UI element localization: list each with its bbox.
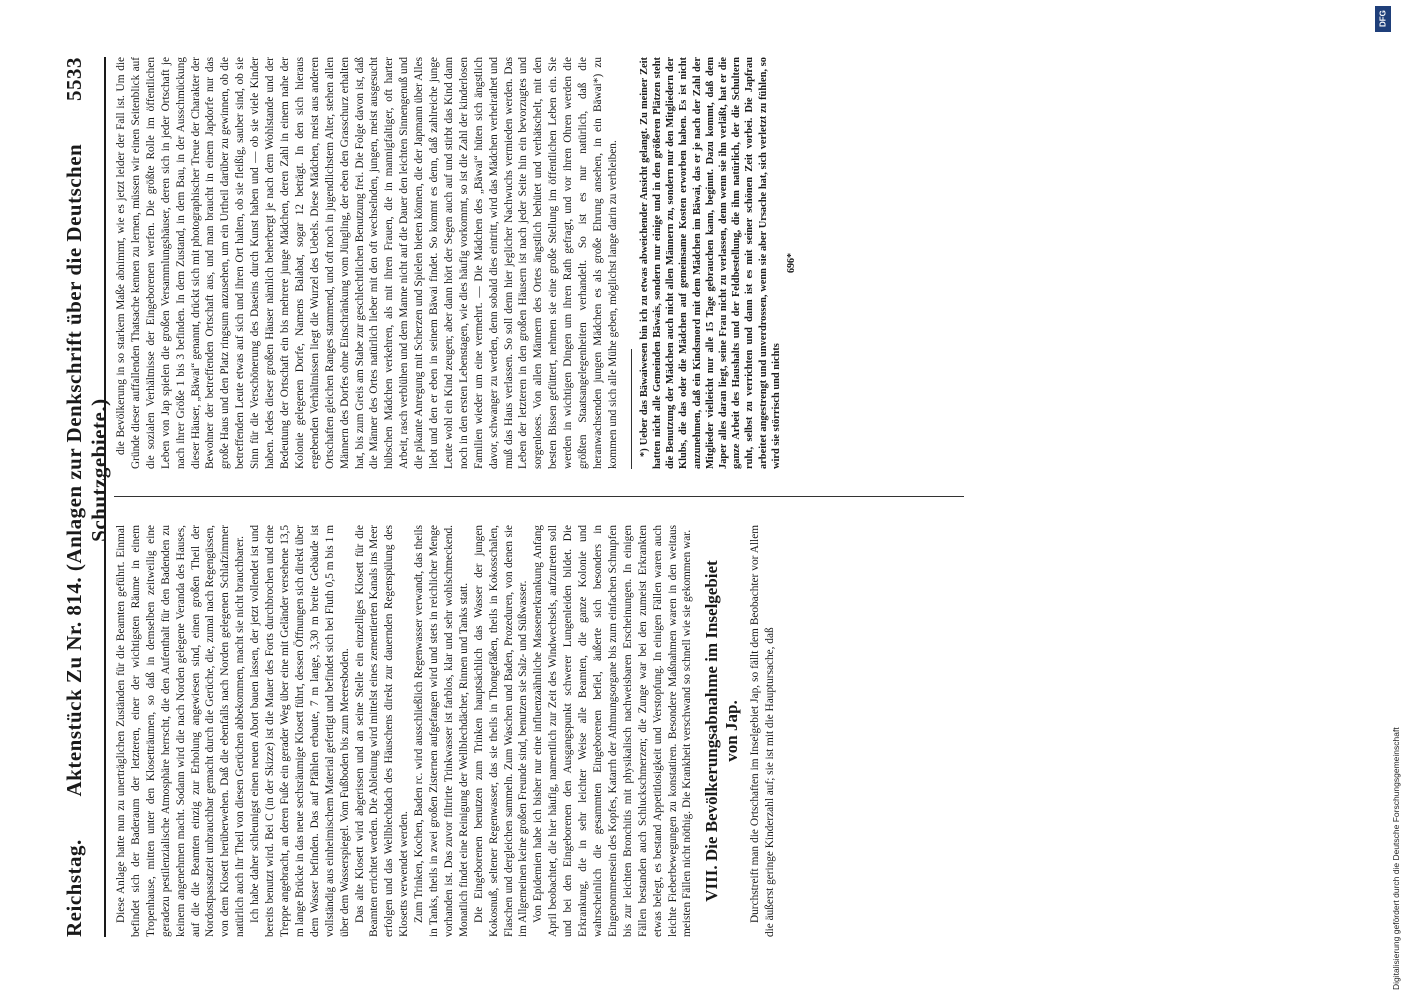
footnote-text: *) Ueber das Bäwaiwesen bin ich zu etwas abweichender Ansicht gelangt. Zu meiner Zeit hatten nicht alle Gemeinden Bäwais, sondern nur einige und in den größeren Plätzen steht die Benutzung der Mädchen auch nicht allen Männern zu, sondern nur den Mitgliedern der Klubs, die das oder die Mädchen auf gemeinsame Kosten erworben haben. Es ist nicht anzunehmen, daß ein Kindsmord mit dem Mädchen im Bäwai, das er je nach der Zahl der Mitglieder vielleicht nur alle 15 Tage gebrauchen kann, beginnt. Dazu kommt, daß dem Japer alles daran liegt, seine Frau nicht zu verlassen, denn wenn sie ihn verläßt, hat er die ganze Arbeit des Haushalts und der Feldbestellung, die ihm natürlich, der die Schultern ruht, selbst zu verrichten und dann ist es mit seiner schönen Zeit vorbei. Die Japfrau arbeitet angestrengt und unverdrossen, wenn sie aber Ursache hat, sich verletzt zu fühlen, so wird sie störrisch und nichts: [638, 57, 782, 469]
margin-note: [1371, 0, 1401, 1000]
margin-note-text: Digitalisierung gefördert durch die Deutsche Forschungsgemeinschaft: [1391, 727, 1401, 990]
paragraph: Diese Anlage hatte nun zu unerträglichen Zuständen für die Beamten geführt. Einmal befindet sich der Baderaum der letzteren, einer der wichtigsten Räume in einem Tropenhause, mitten unter den Klosetträumen, so daß in demselben zeitweilig eine geradezu pestilenzialische Atmosphäre herrscht, die den Aufenthalt für den Badenden zu keinem angenehmen macht. Sodann wird die nach Norden gelegene Veranda des Hauses, auf die die Beamten einzig zur Erholung angewiesen sind, einen großen Theil der Nordostpassatzeit unbrauchbar gemacht durch die Gerüche, die, zumal nach Regengüssen, von dem Klosett herüberwehen. Daß die ebenfalls nach Norden gelegenen Schlafzimmer natürlich auch ihr Theil von diesen Gerüchen abbekommen, macht sie nicht brauchbarer.: [115, 525, 247, 937]
paragraph: Durchstreift man die Ortschaften im Inselgebiet Jap, so fällt dem Beobachter vor Allem die äußerst geringe Kinderzahl auf; sie ist mit die Hauptursache, daß: [749, 525, 777, 937]
column-divider: [114, 496, 964, 497]
dfg-logo: DFG: [1375, 6, 1391, 32]
paragraph: Von Epidemien habe ich bisher nur eine influenzaähnliche Massenerkrankung Anfang April beobachtet, die hier häufig, namentlich zur Zeit des Windwechsels, aufzutreten soll und bei den Eingeborenen den Ausgangspunkt schwerer Lungenleiden bildet. Die Erkrankung, die in sehr leichter Weise alle Beamten, die ganze Kolonie und wahrscheinlich die gesammten Eingeborenen befiel, äußerte sich besonders in Eingenommensein des Kopfes, Katarrh der Athmungsorgane bis zum einfachen Schnupfen bis zur leichten Bronchitis mit physikalisch nachweisbaren Erscheinungen. In einigen Fällen bestanden auch Schluckschmerzen; die Zunge war bei den zumeist Erkrankten etwas belegt, es bestand Appetitlosigkeit und Verstopfung. In einigen Fällen waren auch leichte Fieberbewegungen zu konstatiren. Besondere Maßnahmen waren in den weitaus meisten Fällen nicht nöthig. Die Krankheit verschwand so schnell wie sie gekommen war.: [532, 525, 694, 937]
page-header: [62, 57, 111, 937]
right-column: [114, 57, 800, 469]
section-heading-subtitle: von Jap.: [722, 700, 742, 762]
header-title: Aktenstück Zu Nr. 814. (Anlagen zur Denkschrift über die Deutschen Schutzgebiete.): [62, 143, 111, 797]
paragraph: Ich habe daher schleunigst einen neuen Abort bauen lassen, der jetzt vollendet ist und bereits benutzt wird. Bei C (in der Skizze) ist die Mauer des Forts durchbrochen und eine Treppe angebracht, an deren Fuße ein gerader Weg über eine mit Geländer versehene 13,5 m lange Brücke in das neue sechsräumige Klosett führt, dessen Öffnungen sich direkt über dem Wasser befinden. Das auf Pfählen erbaute, 7 m lange, 3,30 m breite Gebäude ist vollständig aus einheimischem Material gefertigt und befindet sich bei Fluth 0,5 m bis 1 m über dem Wasserspiegel. Vom Fußboden bis zum Meeresboden.: [249, 525, 351, 937]
header-left: Reichstag.: [62, 839, 86, 937]
paragraph: Die Eingeborenen benutzen zum Trinken hauptsächlich das Wasser der jungen Kokosnuß, seltener Regenwasser, das sie theils in Thongefäßen, theils in Kokosschalen, Flaschen und dergleichen sammeln. Zum Waschen und Baden, Prozeduren, von denen sie im Allgemeinen keine großen Freunde sind, benutzen sie Salz- und Süßwasser.: [472, 525, 530, 937]
footnote-rule: [631, 349, 632, 469]
rotated-page-content: [62, 57, 1317, 937]
paragraph: Das alte Klosett wird abgerissen und an seine Stelle ein einzelliges Klosett für die Beamten errichtet werden. Die Ableitung wird mittelst eines zementierten Kanals ins Meer erfolgen und das Wellblechdach des Häuschens direkt zur dauernden Regenspülung des Klosetts verwendet werden.: [353, 525, 411, 937]
page-number: 5533: [62, 57, 86, 101]
section-heading: [702, 525, 742, 937]
footnote: [638, 57, 783, 469]
left-column: [114, 525, 778, 937]
paragraph: die Bevölkerung in so starkem Maße abnimmt, wie es jetzt leider der Fall ist. Um die Gründe dieser auffallenden Thatsache kennen zu lernen, müssen wir einen Seitenblick auf die sozialen Verhältnisse der Eingeborenen werfen. Die größte Rolle im öffentlichen Leben von Jap spielen die großen Versammlungshäuser, deren sich in jeder Ortschaft je nach ihrer Größe 1 bis 3 befinden. In dem Zustand, in dem Bau, in der Ausschmückung dieser Häuser, „Bäwai“ genannt, drückt sich mit photographischer Treue der Charakter der Bewohner der betreffenden Ortschaft aus, und man braucht in einem Japdorfe nur das große Haus und den Platz ringsum anzusehen, um ein Urtheil darüber zu gewinnen, ob die betreffenden Leute etwas auf sich und ihren Ort halten, ob sie fleißig, sauber sind, ob sie Sinn für die Verschönerung des Daseins durch Kunst haben und — ob sie viele Kinder haben. Jedes dieser großen Häuser nämlich beherbergt je nach dem Wohlstande und der Bedeutung der Ortschaft ein bis mehrere junge Mädchen, deren Zahl in einem nahe der Kolonie gelegenen Dorfe, Namens Balabat, sogar 12 beträgt. In den sich hieraus ergebenden Verhältnissen liegt die Wurzel des Uebels. Diese Mädchen, meist aus anderen Ortschaften gleichen Ranges stammend, und oft noch in jugendlichstem Alter, stehen allen Männern des Dorfes ohne Einschränkung vom Jüngling, der eben den Grasschurz erhalten hat, bis zum Greis am Stabe zur geschlechtlichen Benutzung frei. Die Folge davon ist, daß die Männer des Ortes natürlich lieber mit den oft wechselnden, jungen, meist ausgesucht hübschen Mädchen verkehren, als mit ihren Frauen, die in mannigfaltiger, oft harter Arbeit, rasch verblühen und dem Manne nicht auf die Dauer den leichten Sinnengenuß und die pikante Anregung mit Scherzen und Spielen bieten können, die der Japmann über Alles liebt und den er eben in seinem Bäwai findet. So kommt es denn, daß zahlreiche junge Leute wohl ein Kind zeugen; aber dann hört der Segen auch auf und stirbt das Kind dann noch in den ersten Lebenstagen, wie dies häufig vorkommt, so ist die Zahl der kinderlosen Familien wieder um eine vermehrt. — Die Mädchen des „Bäwai“ hüten sich ängstlich davor, schwanger zu werden, denn sobald dies eintritt, wird das Mädchen verheirathet und muß das Haus verlassen. So soll denn hier jeglicher Nachwuchs vermieden werden. Das Leben der letzteren in den großen Häusern ist nach jeder Seite hin ein bevorzugtes und sorgenloses. Von allen Männern des Ortes ängstlich behütet und verhätschelt, mit den besten Bissen gefüttert, nehmen sie eine große Stellung im öffentlichen Leben ein. Sie werden in wichtigen Dingen um ihren Rath gefragt, und vor ihren Ohren werden die größten Staatsangelegenheiten verhandelt. So ist es nur natürlich, daß die heranwachsenden jungen Mädchen es als große Ehrung ansehen, in ein Bäwai*) zu kommen und sich alle Mühe geben, möglichst lange darin zu verbleiben.: [115, 57, 619, 469]
signature-mark: 696*: [786, 253, 798, 273]
paragraph: Zum Trinken, Kochen, Baden rc. wird ausschließlich Regenwasser verwandt, das theils in Tanks, theils in zwei großen Zisternen aufgefangen wird und stets in reichlicher Menge vorhanden ist. Das zuvor filtrirte Trinkwasser ist farblos, klar und sehr wohlschmeckend. Monatlich findet eine Reinigung der Wellblechdächer, Rinnen und Tanks statt.: [413, 525, 470, 937]
section-heading-title: VIII. Die Bevölkerungsabnahme im Inselgebiet: [702, 560, 722, 902]
